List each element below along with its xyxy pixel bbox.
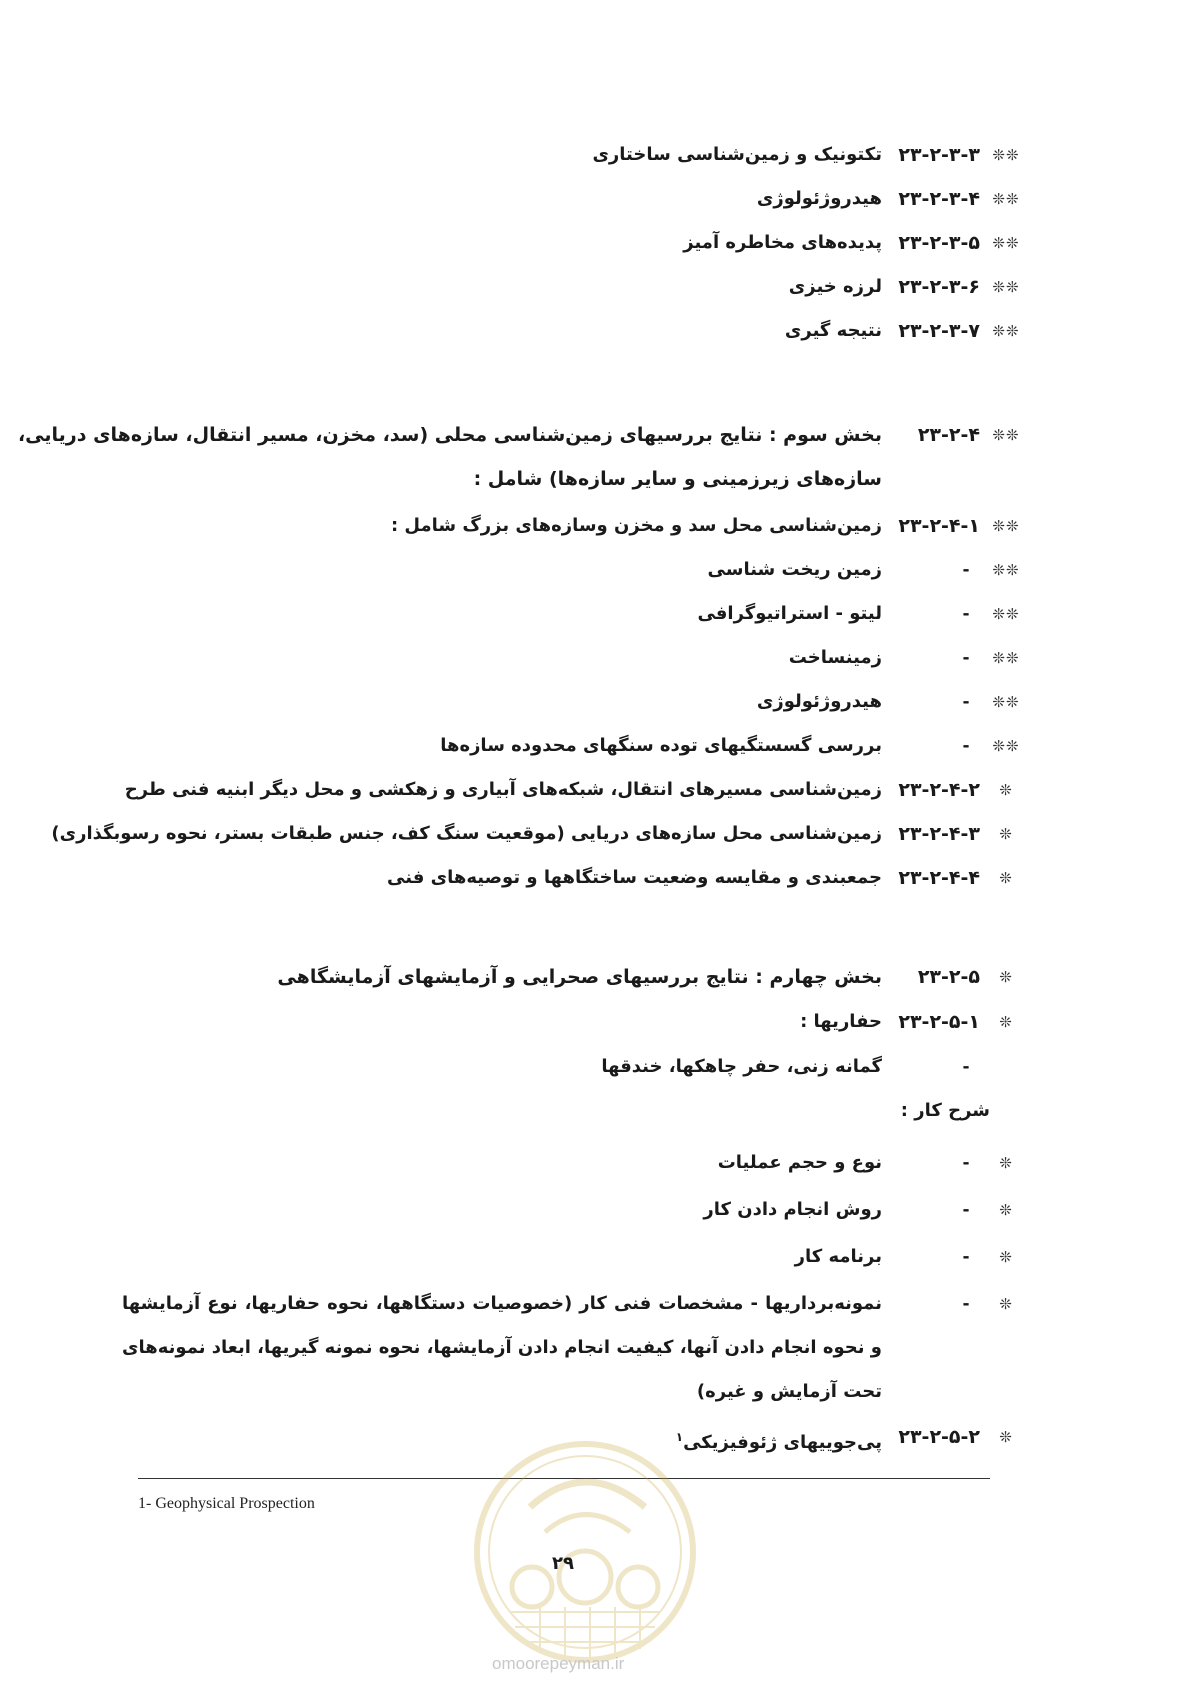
item-number: ۲۳-۲-۳-۴ [898, 188, 980, 210]
item-text: زمین‌شناسی محل سد و مخزن وسازه‌های بزرگ شامل : [390, 515, 882, 536]
dash-mark: - [962, 1200, 970, 1220]
bullet-mark-icon: ❊ [999, 1248, 1013, 1266]
item-number: ۲۳-۲-۳-۵ [898, 232, 980, 254]
bullet-mark-icon: ❊❊ [992, 322, 1020, 340]
section-number: ۲۳-۲-۴ [917, 424, 980, 446]
bullet-mark-icon: ❊ [999, 1201, 1013, 1219]
dash-mark: - [962, 560, 970, 580]
item-number: ۲۳-۲-۴-۴ [898, 867, 980, 889]
bullet-mark-icon: ❊❊ [992, 517, 1020, 535]
section3-item-4 [0, 272, 1190, 316]
item-text: زمین‌شناسی مسیرهای انتقال، شبکه‌های آبیاری و زهکشی و محل دیگر ابنیه فنی طرح [124, 779, 882, 800]
item-text: حفاریها : [800, 1011, 882, 1032]
bullet-mark-icon: ❊❊ [992, 426, 1020, 444]
item-text-content: پی‌جوییهای ژئوفیزیکی [683, 1432, 882, 1453]
bullet-mark-icon: ❊❊ [992, 737, 1020, 755]
dash-mark: - [962, 648, 970, 668]
section4-bullet-5 [0, 731, 1190, 775]
item-text: برنامه کار [794, 1246, 882, 1267]
section3-item-3 [0, 228, 1190, 272]
bullet-mark-icon: ❊❊ [992, 561, 1020, 579]
item-number: ۲۳-۲-۴-۱ [898, 515, 980, 537]
section-title: بخش چهارم : نتایج بررسیهای صحرایی و آزمایشهای آزمایشگاهی [277, 966, 882, 988]
watermark-url: omoorepeyman.ir [492, 1654, 625, 1673]
section3-item-2 [0, 184, 1190, 228]
item-text: لیتو - استراتیوگرافی [697, 603, 882, 624]
bullet-mark-icon: ❊ [999, 1295, 1013, 1313]
item-number: ۲۳-۲-۳-۳ [898, 144, 980, 166]
section4-bullet-3 [0, 643, 1190, 687]
dash-mark: - [962, 1247, 970, 1267]
section4-bullet-2 [0, 599, 1190, 643]
item-text: زمین ریخت شناسی [707, 559, 882, 580]
drilling-methods-line [0, 1052, 1190, 1096]
bullet-mark-icon: ❊ [999, 825, 1013, 843]
section4-heading [0, 420, 1190, 464]
section3-item-1 [0, 140, 1190, 184]
dash-mark: - [962, 1294, 970, 1314]
item-text: گمانه زنی، حفر چاهکها، خندقها [601, 1056, 882, 1077]
bullet-mark-icon: ❊ [999, 869, 1013, 887]
section4-heading-cont [0, 464, 1190, 508]
section3-item-5 [0, 316, 1190, 360]
item-number: ۲۳-۲-۳-۷ [898, 320, 980, 342]
section5-sub1 [0, 1007, 1190, 1051]
bullet-mark-icon: ❊❊ [992, 605, 1020, 623]
page-number: ۲۹ [552, 1553, 574, 1574]
work-description-label: شرح کار : [900, 1100, 990, 1121]
section4-sub3 [0, 819, 1190, 863]
item-text: تکتونیک و زمین‌شناسی ساختاری [592, 144, 882, 165]
item-text: جمعبندی و مقایسه وضعیت ساختگاهها و توصیه‌های فنی [387, 867, 882, 888]
work-item-2 [0, 1195, 1190, 1239]
bullet-mark-icon: ❊❊ [992, 278, 1020, 296]
footnote-ref: ۱ [675, 1430, 684, 1444]
item-text: نوع و حجم عملیات [717, 1152, 882, 1173]
bullet-mark-icon: ❊❊ [992, 146, 1020, 164]
bullet-mark-icon: ❊ [999, 968, 1013, 986]
section4-bullet-1 [0, 555, 1190, 599]
dash-mark: - [962, 1153, 970, 1173]
item-number: ۲۳-۲-۳-۶ [898, 276, 980, 298]
item-number: ۲۳-۲-۵-۱ [898, 1011, 980, 1033]
bullet-mark-icon: ❊ [999, 1154, 1013, 1172]
item-text: هیدروژئولوژی [756, 691, 882, 712]
bullet-mark-icon: ❊ [999, 781, 1013, 799]
item-text: بررسی گسستگیهای توده سنگهای محدوده سازه‌ها [440, 735, 882, 756]
dash-mark: - [962, 736, 970, 756]
section-title-line2: سازه‌های زیرزمینی و سایر سازه‌ها) شامل : [473, 468, 882, 490]
footnote: 1- Geophysical Prospection [138, 1495, 315, 1512]
item-number: ۲۳-۲-۴-۳ [898, 823, 980, 845]
section4-sub1 [0, 511, 1190, 555]
section-number: ۲۳-۲-۵ [917, 966, 980, 988]
bullet-mark-icon: ❊ [999, 1428, 1013, 1446]
section5-heading [0, 962, 1190, 1006]
dash-mark: - [962, 1057, 970, 1077]
bullet-mark-icon: ❊❊ [992, 234, 1020, 252]
item-number: ۲۳-۲-۵-۲ [898, 1426, 980, 1448]
section4-sub4 [0, 863, 1190, 907]
sampling-paragraph: نمونه‌برداریها - مشخصات فنی کار (خصوصیات دستگاهها، نحوه حفاریها، نوع آزمایشها و نحوه انجام دادن آنها، کیفیت انجام دادن آزمایشها، نحوه نمونه گیریها، ابعاد نمونه‌های تحت آزمایش و غیره) [122, 1293, 882, 1402]
item-text: نتیجه گیری [784, 320, 882, 341]
item-text: لرزه خیزی [788, 276, 882, 297]
item-text [676, 1422, 882, 1458]
dash-mark: - [962, 692, 970, 712]
item-text: زمین‌شناسی محل سازه‌های دریایی (موقعیت سنگ کف، جنس طبقات بستر، نحوه رسوبگذاری) [51, 823, 882, 844]
item-number: ۲۳-۲-۴-۲ [898, 779, 980, 801]
section-title-line1: بخش سوم : نتایج بررسیهای زمین‌شناسی محلی (سد، مخزن، مسیر انتقال، سازه‌های دریایی، [17, 424, 882, 446]
dash-mark: - [962, 604, 970, 624]
work-item-3 [0, 1242, 1190, 1286]
bullet-mark-icon: ❊ [999, 1013, 1013, 1031]
item-text: هیدروژئولوژی [756, 188, 882, 209]
work-item-1 [0, 1148, 1190, 1192]
item-text: پدیده‌های مخاطره آمیز [683, 232, 882, 253]
item-text: روش انجام دادن کار [703, 1199, 882, 1220]
bullet-mark-icon: ❊❊ [992, 190, 1020, 208]
bullet-mark-icon: ❊❊ [992, 649, 1020, 667]
item-text: زمینساخت [788, 647, 882, 668]
section4-sub2 [0, 775, 1190, 819]
bullet-mark-icon: ❊❊ [992, 693, 1020, 711]
section4-bullet-4 [0, 687, 1190, 731]
watermark-logo-icon [470, 1437, 700, 1667]
